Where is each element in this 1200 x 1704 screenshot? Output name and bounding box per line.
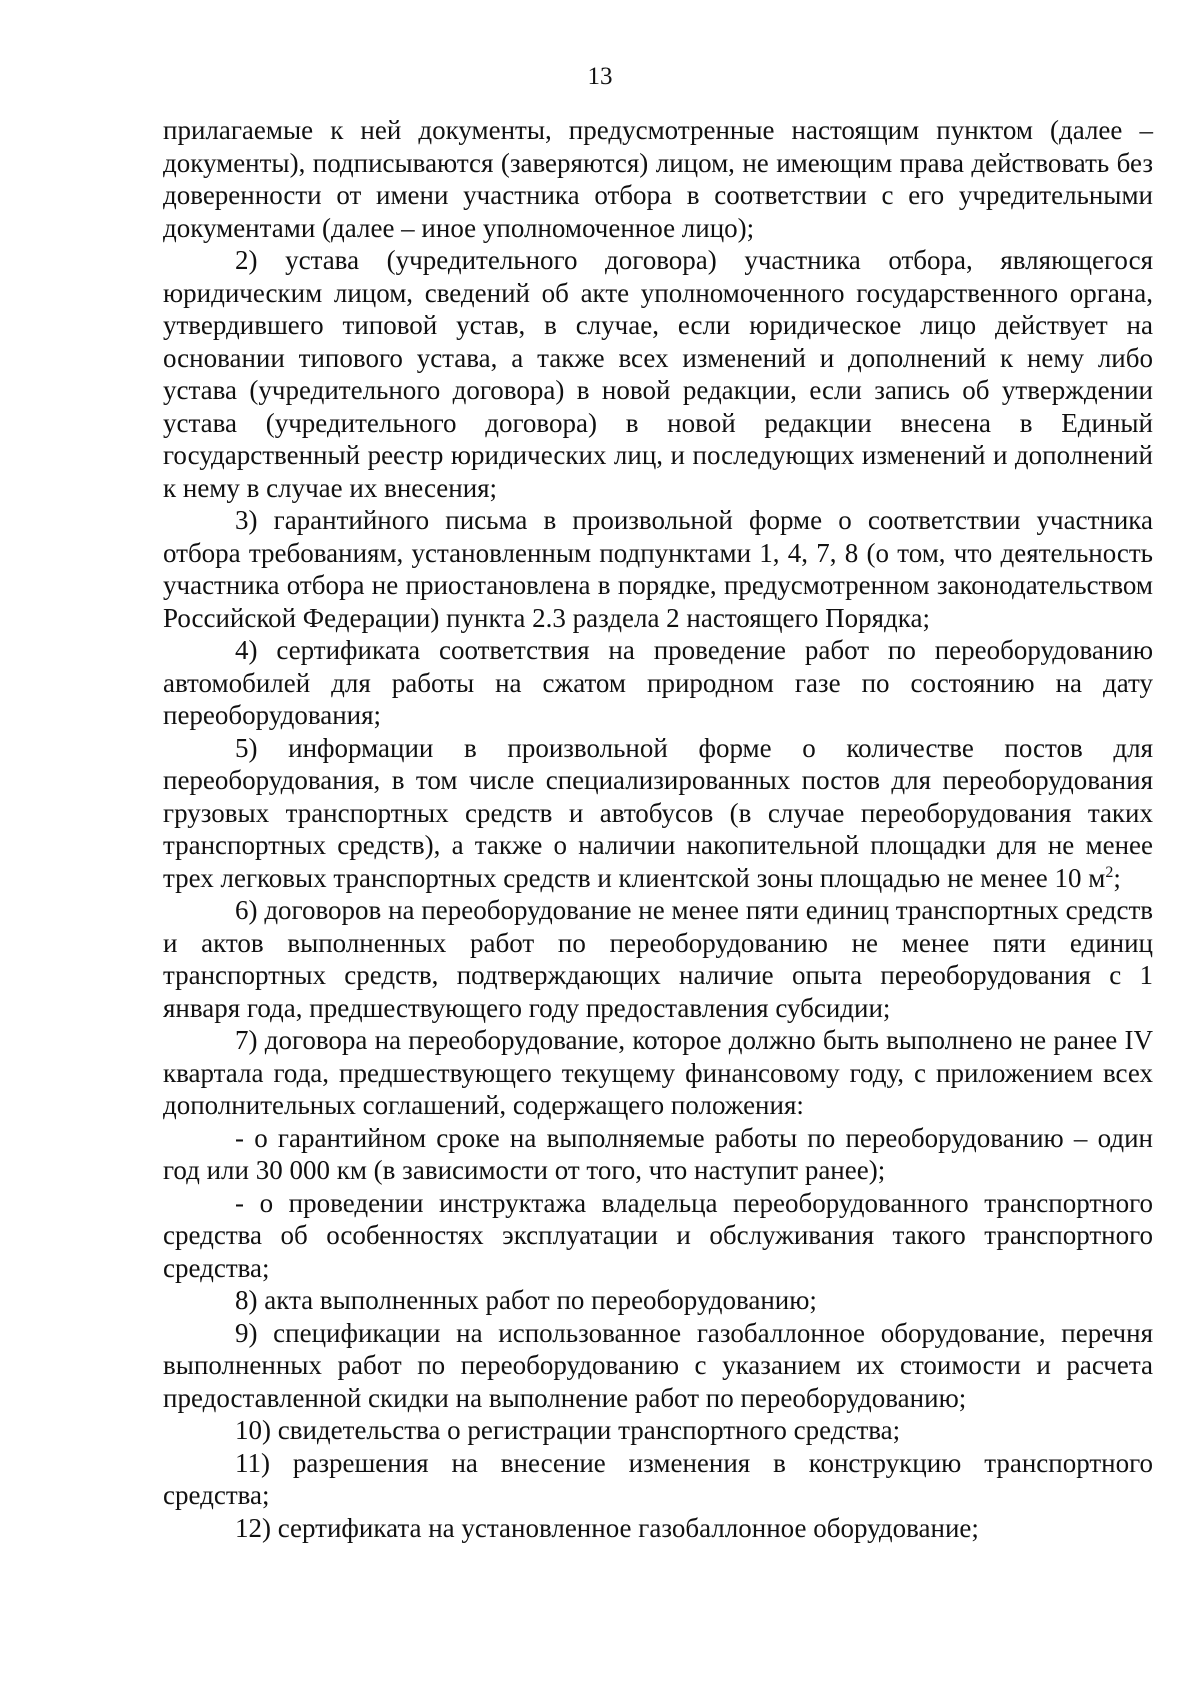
paragraph-item-5 xyxy=(163,732,1153,895)
document-body xyxy=(163,114,1153,1544)
paragraph-intro: прилагаемые к ней документы, предусмотренные настоящим пунктом (далее – документы), подписываются (заверяются) лицом, не имеющим права действовать без доверенности от имени участника отбора в соответствии с его учредительными документами (далее – иное уполномоченное лицо); xyxy=(163,115,1153,243)
paragraph-item-6: 6) договоров на переоборудование не менее пяти единиц транспортных средств и актов выполненных работ по переоборудованию не менее пяти единиц транспортных средств, подтверждающих наличие опыта переоборудования с 1 января года, предшествующего году предоставления субсидии; xyxy=(163,895,1153,1023)
paragraph-item-7-warranty: - о гарантийном сроке на выполняемые работы по переоборудованию – один год или 30 000 км (в зависимости от того, что наступит ранее); xyxy=(163,1122,1153,1185)
paragraph-item-10: 10) свидетельства о регистрации транспортного средства; xyxy=(235,1415,901,1445)
square-meter-superscript: 2 xyxy=(1105,863,1114,881)
paragraph-item-4: 4) сертификата соответствия на проведение работ по переоборудованию автомобилей для работы на сжатом природном газе по состоянию на дату переоборудования; xyxy=(163,635,1153,730)
paragraph-item-7: 7) договора на переоборудование, которое должно быть выполнено не ранее IV квартала года, предшествующего текущему финансовому году, с приложением всех дополнительных соглашений, содержащего положения: xyxy=(163,1025,1153,1120)
paragraph-item-11: 11) разрешения на внесение изменения в конструкцию транспортного средства; xyxy=(163,1447,1153,1510)
page-number: 13 xyxy=(587,63,613,90)
paragraph-item-2: 2) устава (учредительного договора) участника отбора, являющегося юридическим лицом, сведений об акте уполномоченного государственного органа, утвердившего типовой устав, в случае, если юридическое лицо действует на основании типового устава, а также всех изменений и дополнений к нему либо устава (учредительного договора) в новой редакции, если запись об утверждении устава (учредительного договора) в новой редакции внесена в Единый государственный реестр юридических лиц, и последующих изменений и дополнений к нему в случае их внесения; xyxy=(163,245,1153,503)
paragraph-item-9: 9) спецификации на использованное газобаллонное оборудование, перечня выполненных работ по переоборудованию с указанием их стоимости и расчета предоставленной скидки на выполнение работ по переоборудованию; xyxy=(163,1317,1153,1413)
paragraph-item-8: 8) акта выполненных работ по переоборудованию; xyxy=(235,1285,817,1315)
paragraph-item-5-tail: ; xyxy=(1113,862,1121,893)
paragraph-item-7-instruction: - о проведении инструктажа владельца переоборудованного транспортного средства об особенностях эксплуатации и обслуживания такого транспортного средства; xyxy=(163,1187,1153,1283)
paragraph-item-5-text: 5) информации в произвольной форме о количестве постов для переоборудования, в том числе специализированных постов для переоборудования грузовых транспортных средств и автобусов (в случае переоборудования таких транспортных средств), а также о наличии накопительной площадки для не менее трех легковых транспортных средств и клиентской зоны площадью не менее 10 м xyxy=(163,732,1153,893)
paragraph-item-12: 12) сертификата на установленное газобаллонное оборудование; xyxy=(235,1512,979,1543)
paragraph-item-3: 3) гарантийного письма в произвольной форме о соответствии участника отбора требованиям, установленным подпунктами 1, 4, 7, 8 (о том, что деятельность участника отбора не приостановлена в порядке, предусмотренном законодательством Российской Федерации) пункта 2.3 раздела 2 настоящего Порядка; xyxy=(163,505,1153,633)
